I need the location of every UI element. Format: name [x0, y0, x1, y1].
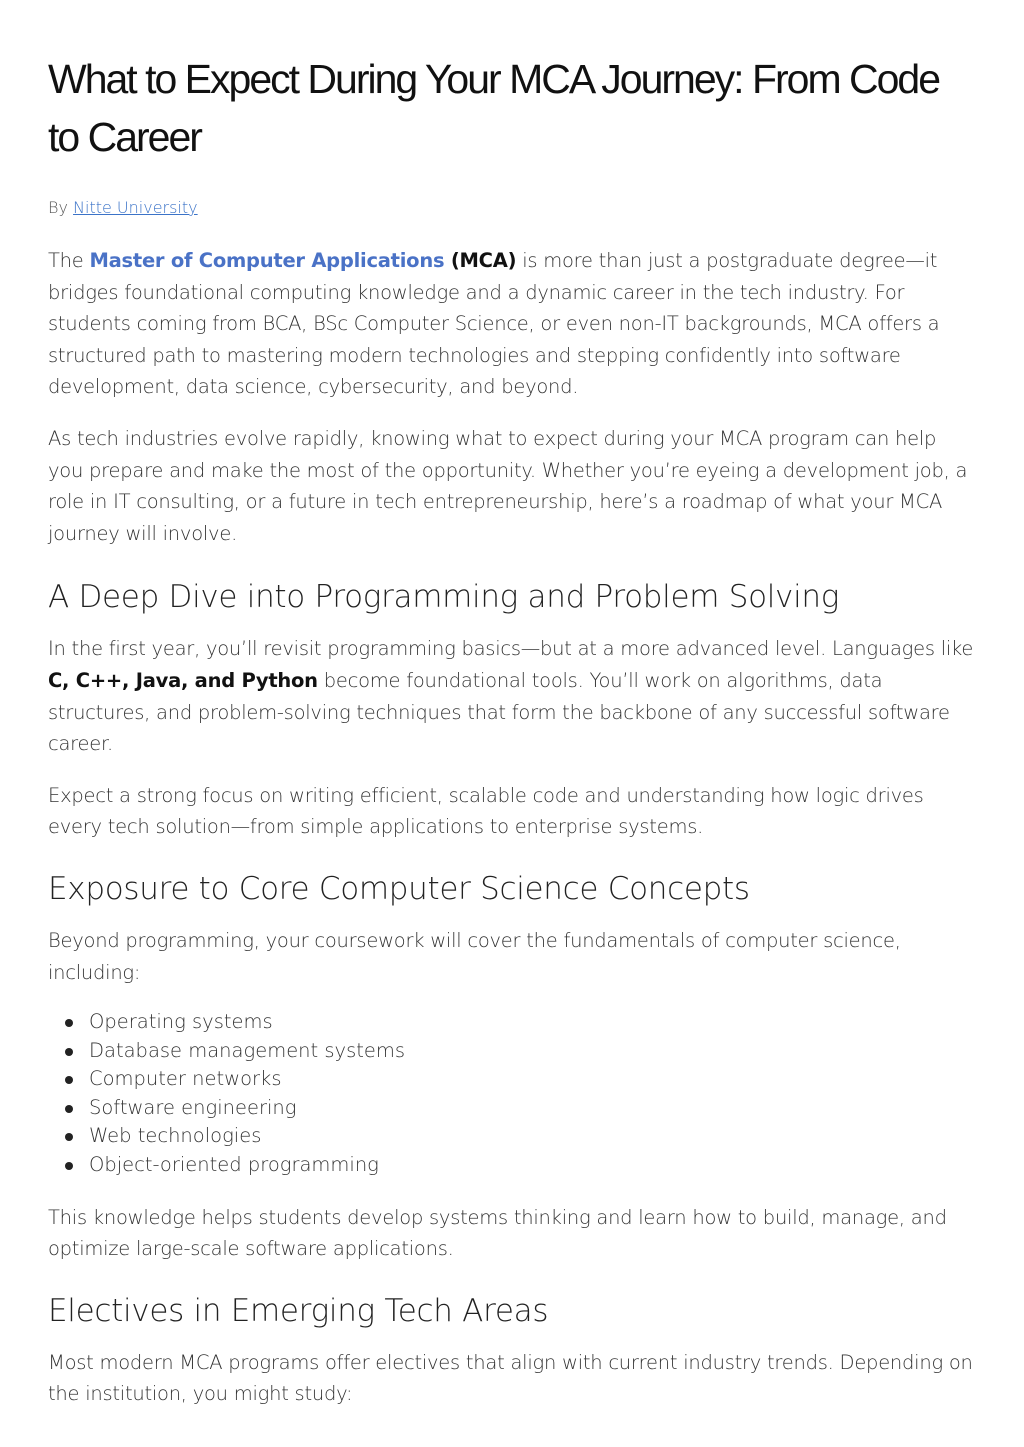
- mca-highlight-link[interactable]: Master of Computer Applications: [89, 249, 445, 272]
- list-item: Web technologies: [89, 1122, 976, 1151]
- core-concepts-paragraph-1: Beyond programming, your coursework will cover the fundamentals of computer science, including:: [48, 928, 901, 984]
- programming-paragraph-2: Expect a strong focus on writing efficient, scalable code and understanding how logic drives every tech solution—from simple applications to enterprise systems.: [48, 783, 924, 839]
- bullet-icon: [65, 1133, 73, 1141]
- bullet-icon: [65, 1076, 73, 1084]
- programming-p1-pre: In the first year, you’ll revisit programming basics—but at a more advanced level. Languages like: [48, 637, 974, 661]
- list-item: Software engineering: [89, 1094, 976, 1123]
- bullet-icon: [65, 1048, 73, 1056]
- section-heading-electives: Electives in Emerging Tech Areas: [48, 1292, 549, 1329]
- bullet-icon: [65, 1019, 73, 1027]
- intro-rest: is more than just a postgraduate degree—it bridges foundational computing knowledge and a dynamic career in the tech industry. For students coming from BCA, BSc Computer Science, or even non-IT backgrounds, MCA offers a structured path to mastering modern technologies and stepping confidently into software development, data science, cybersecurity, and beyond.: [48, 249, 940, 399]
- paragraph-2: As tech industries evolve rapidly, knowing what to expect during your MCA program can help you prepare and make the most of the opportunity. Whether you’re eyeing a development job, a role in IT consulting, or a future in tech entrepreneurship, here’s a roadmap of what your MCA journey will involve.: [48, 426, 968, 545]
- mca-abbr: (MCA): [444, 249, 517, 272]
- author-link[interactable]: Nitte University: [73, 198, 198, 217]
- list-item: Computer networks: [89, 1065, 976, 1094]
- bullet-icon: [65, 1105, 73, 1113]
- core-concepts-list: [48, 1008, 976, 1180]
- byline-prefix: By: [48, 198, 74, 217]
- intro-paragraph: [48, 245, 976, 403]
- languages-bold: C, C++, Java, and Python: [48, 668, 318, 692]
- programming-p1-post: become foundational tools. You’ll work on algorithms, data structures, and problem-solving techniques that form the backbone of any successful software career.: [48, 668, 950, 756]
- intro-pre: The: [48, 249, 90, 272]
- bullet-icon: [65, 1162, 73, 1170]
- core-concepts-paragraph-2: This knowledge helps students develop systems thinking and learn how to build, manage, and optimize large-scale software applications.: [48, 1205, 947, 1261]
- article-title: What to Expect During Your MCA Journey: From Code to Career: [48, 56, 940, 160]
- list-item: Database management systems: [89, 1037, 976, 1066]
- list-item: Object-oriented programming: [89, 1151, 976, 1180]
- byline: [48, 196, 976, 220]
- section-heading-core-concepts: Exposure to Core Computer Science Concepts: [48, 870, 750, 907]
- programming-paragraph-1: [48, 633, 976, 759]
- electives-paragraph-1: Most modern MCA programs offer electives that align with current industry trends. Depending on the institution, you might study:: [48, 1350, 973, 1406]
- section-heading-programming: A Deep Dive into Programming and Problem Solving: [48, 579, 840, 616]
- list-item: Operating systems: [89, 1008, 976, 1037]
